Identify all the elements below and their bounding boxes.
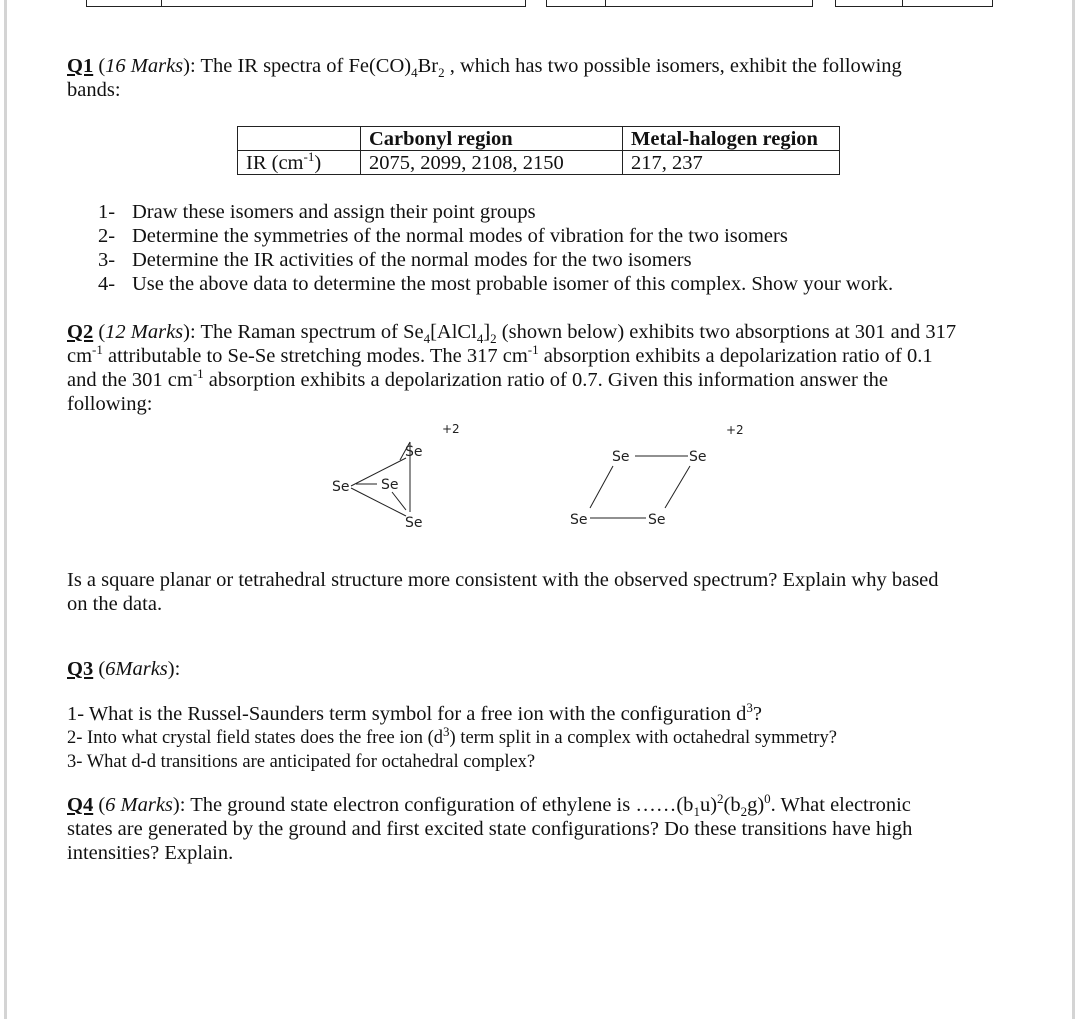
table-empty-cell [238,127,361,151]
subscript: 2 [438,65,445,81]
charge-label: +2 [442,422,460,436]
table-header-row [238,127,840,151]
charge-label: +2 [726,423,744,437]
table-cell: 2075, 2099, 2108, 2150 [361,151,623,175]
q1-text: : The IR spectra of Fe(CO) [190,55,412,77]
table-column-header: Carbonyl region [361,127,623,151]
list-item: 2- Into what crystal field states does the free ion $(d^3)$ term split in a complex with octahedral symmetry? [67,723,837,748]
q4-paragraph: Q4 (6 Marks): The ground state electron configuration of ethylene is $\dots\dots(b_1u)^2(b_2g)^0$. What electronic states are generated by the ground and first excited state configurations? Do these transitions have high intensities? Explain. [67,791,913,864]
cropped-table-fragment [86,0,526,7]
atom-label: Se [381,477,399,493]
se4-structures-figure [320,418,760,536]
q3-number: Q3 [67,658,94,680]
atom-label: Se [570,512,588,528]
cropped-table-fragment [835,0,993,7]
q2-question: Is a square planar or tetrahedral structure more consistent with the observed spectrum? Explain why based on the data. [67,569,939,615]
table-cell: 217, 237 [623,151,840,175]
q3-marks: 6Marks [105,658,168,680]
atom-label: Se [405,515,423,531]
list-item: 3- What d-d transitions are anticipated for octahedral complex? [67,752,536,772]
q3-items [67,702,837,774]
q1-text: Br [417,55,439,77]
atom-label: Se [332,479,350,495]
atom-label: Se [405,444,423,460]
q2-marks: 12 Marks [105,321,184,343]
square-planar-structure [570,423,744,528]
q2-number: Q2 [67,321,94,343]
list-item: 4- Use the above data to determine the most probable isomer of this complex. Show your work. [98,273,894,295]
q1-text: , which has two possible isomers, exhibit the following [444,55,902,77]
q1-task-list [98,200,893,296]
q4-marks: 6 Marks [105,794,173,816]
subscript: 4 [411,65,418,81]
tetrahedral-structure [332,422,460,531]
atom-label: Se [648,512,666,528]
table-row [238,151,840,175]
list-item: 1- Draw these isomers and assign their point groups [98,201,536,223]
atom-label: Se [689,449,707,465]
table-row-label: IR $(cm^{-1})$ [238,151,361,175]
table-column-header: Metal-halogen region [623,127,840,151]
q1-number: Q1 [67,55,94,77]
list-item: 1- What is the Russel-Saunders term symbol for a free ion with the configuration $d^3$? [67,700,762,725]
q1-text: bands: [67,79,121,101]
page-right-edge [1072,0,1075,1019]
q3-heading: Q3 (6Marks): [67,658,181,680]
ir-bands-table [237,126,840,175]
q1-heading: Q1 (16 Marks): The IR spectra of $Fe(CO)_4Br_2$ , which has two possible isomers, exhibit the following bands: [67,55,902,101]
list-item: 3- Determine the IR activities of the normal modes for the two isomers [98,249,692,271]
list-item: 2- Determine the symmetries of the normal modes of vibration for the two isomers [98,225,788,247]
q2-paragraph: Q2 (12 Marks): The Raman spectrum of $Se_4[AlCl_4]_2$ (shown below) exhibits two absorptions at 301 and 317 $cm^{-1}$ attributable to Se-Se stretching modes. The 317 $cm^{-1}$ absorption exhibits a depolarization ratio of 0.1 and the 301 $cm^{-1}$ absorption exhibits a depolarization ratio of 0.7. Given this information answer the following: [67,321,957,415]
page-left-edge [4,0,7,1019]
atom-label: Se [612,449,630,465]
cropped-table-fragment [546,0,813,7]
q4-number: Q4 [67,794,94,816]
q1-marks: 16 Marks [105,55,184,77]
